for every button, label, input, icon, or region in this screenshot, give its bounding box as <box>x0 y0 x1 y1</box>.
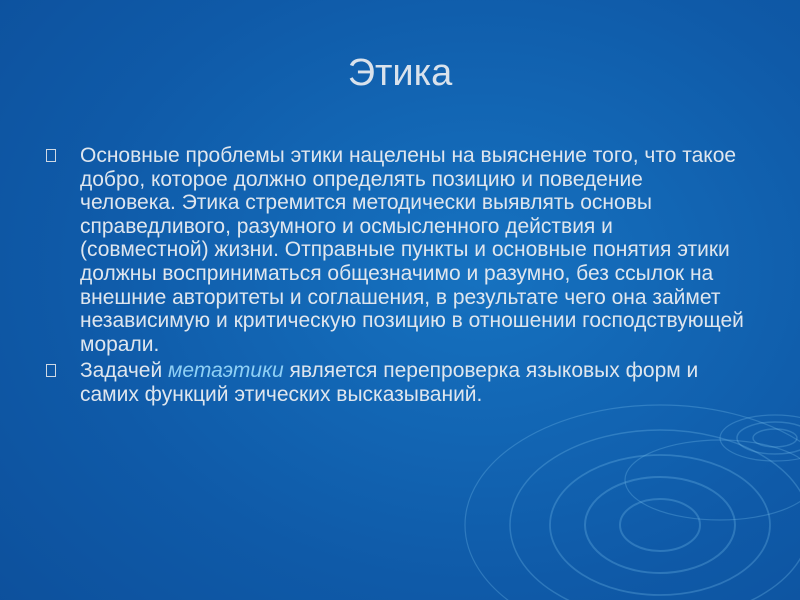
emphasized-term: метаэтики <box>168 359 284 383</box>
bullet-text-prefix: Задачей <box>80 359 169 383</box>
bullet-text-suffix: является перепроверка языковых форм и самих функций этических высказываний. <box>80 359 699 406</box>
bullet-item <box>44 144 744 356</box>
bullet-list <box>44 144 744 407</box>
slide-title: Этика <box>347 52 453 94</box>
square-outline-bullet-icon <box>46 364 56 377</box>
bullet-item <box>44 359 744 406</box>
square-outline-bullet-icon <box>46 149 56 162</box>
bullet-text: Основные проблемы этики нацелены на выяснение того, что такое добро, которое должно определять позицию и поведение человека. Этика стремится методически выявлять основы справедливого, разумного и осмысленного действия и (совместной) жизни. Отправные пункты и основные понятия этики должны восприниматься общезначимо и разумно, без ссылок на внешние авторитеты и соглашения, в результате чего она займет независимую и критическую позицию в отношении господствующей морали. <box>80 144 744 356</box>
